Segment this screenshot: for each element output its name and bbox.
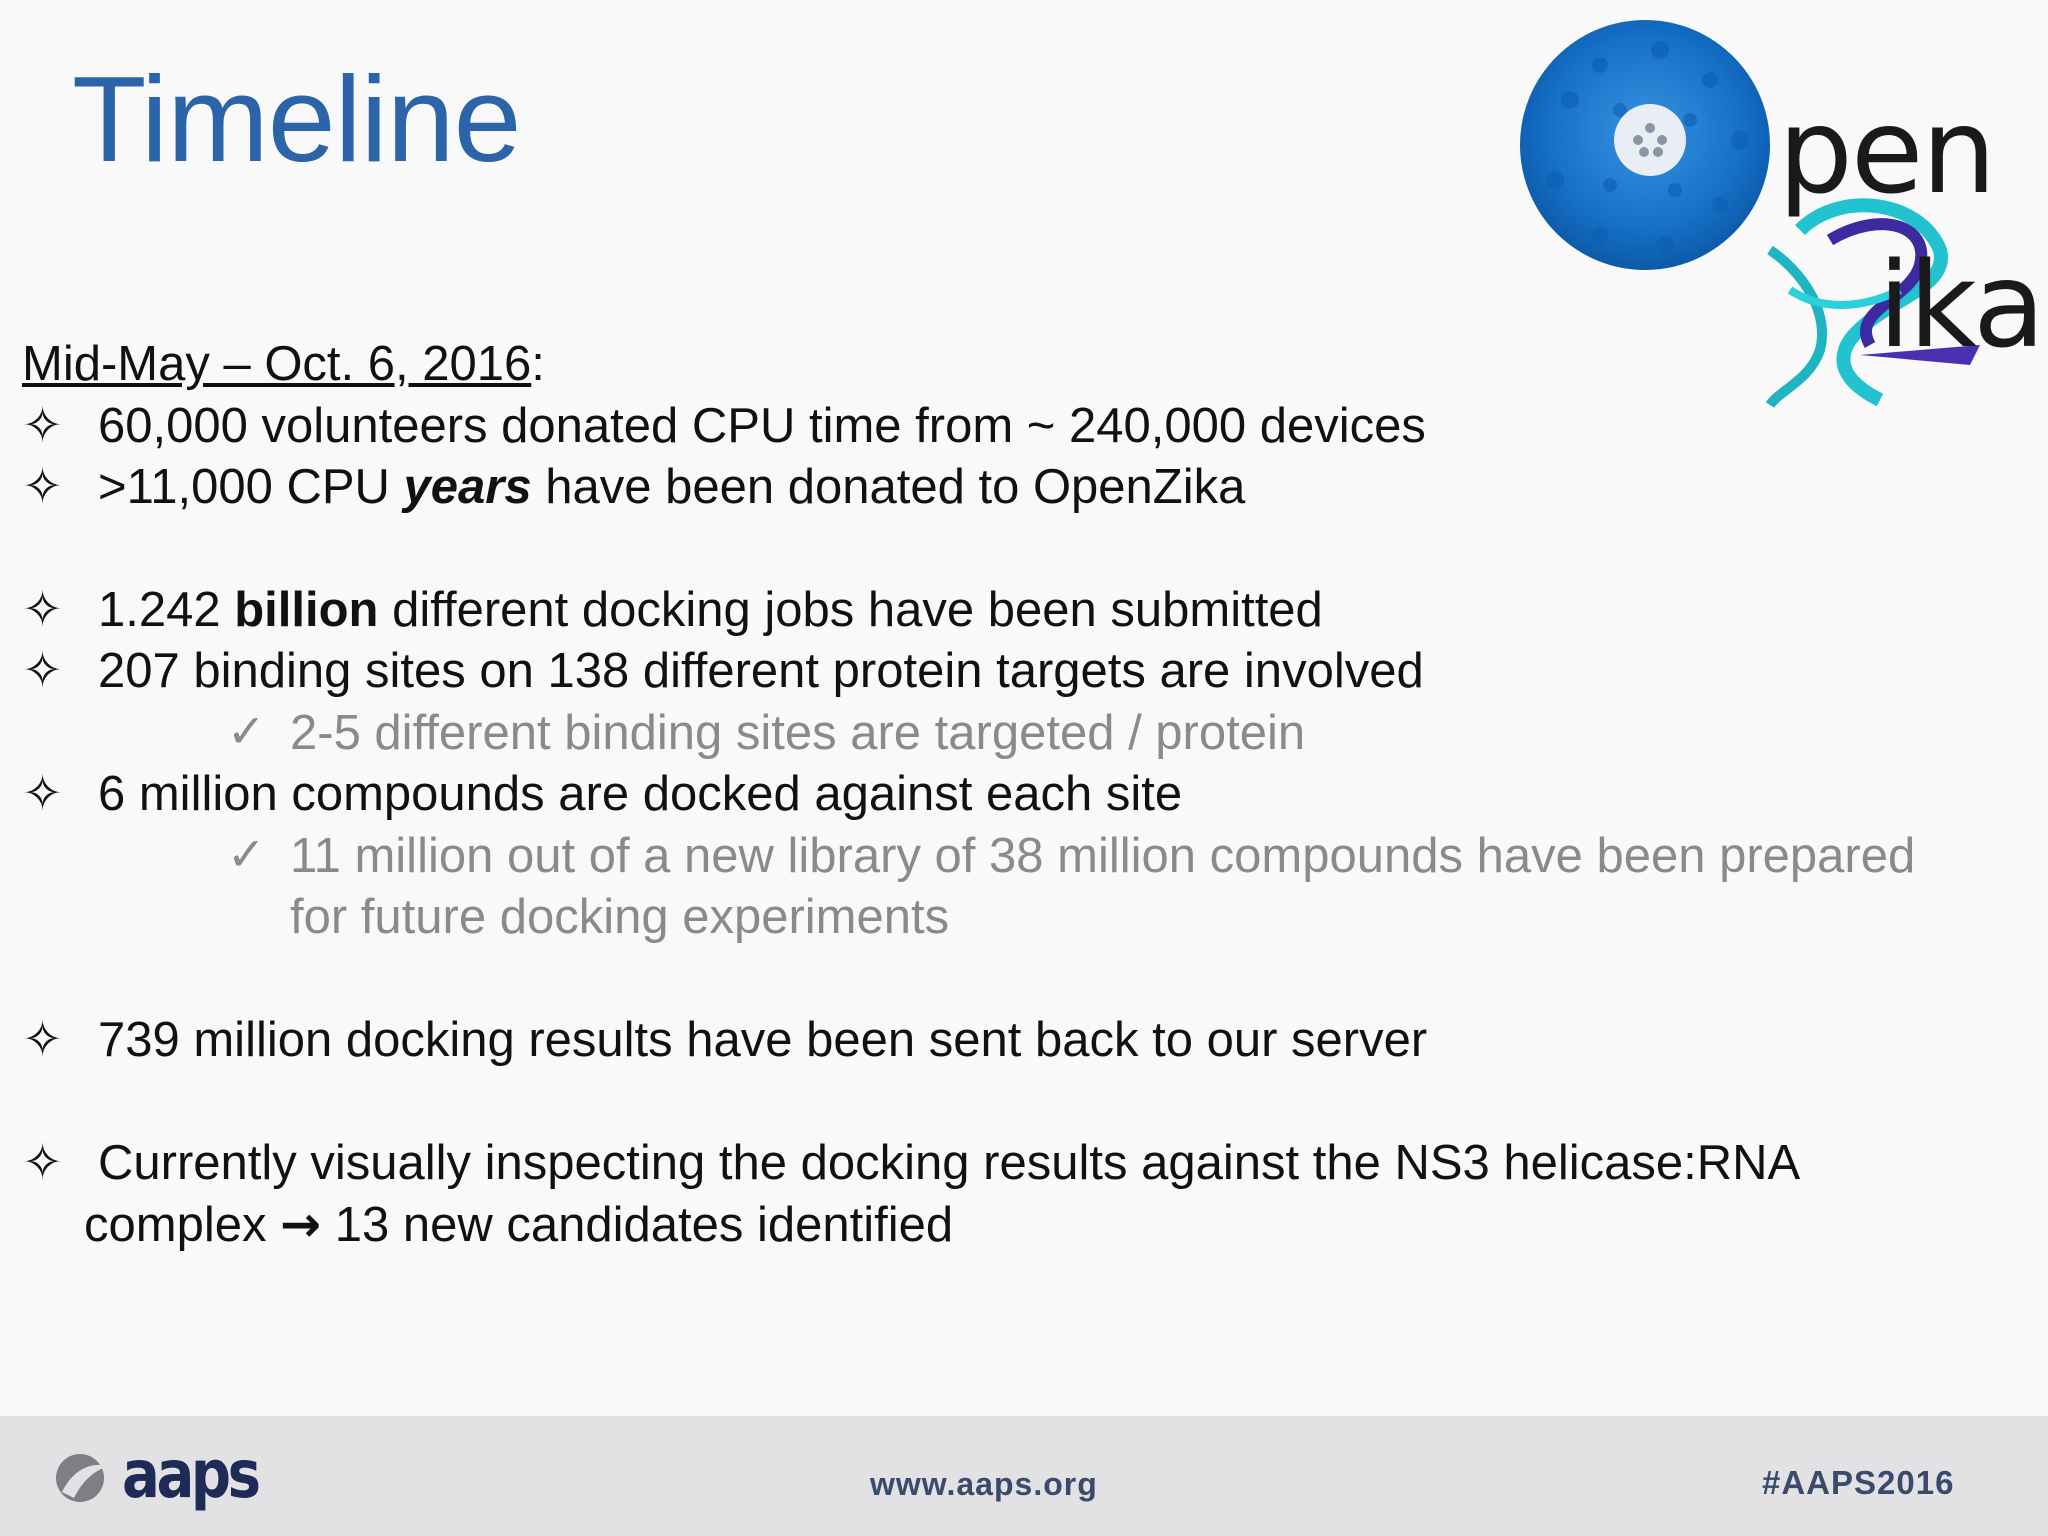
check-icon: ✓ <box>227 705 266 757</box>
openzika-logo <box>1500 10 2044 410</box>
star-bullet-icon: ✧ <box>22 644 64 698</box>
period-heading: Mid-May – Oct. 6, 2016: <box>22 337 545 391</box>
bullet-docking-jobs: ✧ 1.242 billion different docking jobs have been submitted <box>22 583 1323 637</box>
star-bullet-icon: ✧ <box>22 460 64 514</box>
bullet-volunteers: ✧ 60,000 volunteers donated CPU time from ~ 240,000 devices <box>22 399 1426 453</box>
star-bullet-icon: ✧ <box>22 583 64 637</box>
sub-bullet-sites-per-protein: 2-5 different binding sites are targeted / protein <box>290 706 1306 760</box>
logo-text-ika: ika <box>1878 236 2044 374</box>
sub-bullet-library-line1: 11 million out of a new library of 38 million compounds have been prepared <box>290 829 1916 883</box>
slide-title: Timeline <box>72 51 521 187</box>
bullet-visual-inspection-line2: complex → 13 new candidates identified <box>84 1196 954 1253</box>
bullet-docking-results: ✧ 739 million docking results have been sent back to our server <box>22 1013 1428 1067</box>
arrow-right-icon: → <box>280 1196 322 1253</box>
footer-bar <box>0 1416 2048 1536</box>
bullet-cpu-years: ✧ >11,000 CPU years have been donated to OpenZika <box>22 460 1246 514</box>
period-label: Mid-May – Oct. 6, 2016 <box>22 337 532 391</box>
bullet-binding-sites: ✧ 207 binding sites on 138 different protein targets are involved <box>22 644 1424 698</box>
star-bullet-icon: ✧ <box>22 1013 64 1067</box>
star-bullet-icon: ✧ <box>22 399 64 453</box>
star-bullet-icon: ✧ <box>22 767 64 821</box>
sub-bullet-library-line2: for future docking experiments <box>290 890 950 944</box>
footer-hashtag: #AAPS2016 <box>1762 1464 1955 1501</box>
check-icon: ✓ <box>227 828 266 880</box>
bullet-visual-inspection: ✧ Currently visually inspecting the docking results against the NS3 helicase:RNA <box>22 1136 1801 1190</box>
logo-text-pen: pen <box>1778 82 1995 220</box>
aaps-swoosh-icon <box>52 1448 112 1508</box>
aaps-wordmark: aaps <box>122 1436 258 1513</box>
footer-url[interactable]: www.aaps.org <box>870 1466 1098 1502</box>
star-bullet-icon: ✧ <box>22 1136 64 1190</box>
bullet-compounds: ✧ 6 million compounds are docked against each site <box>22 767 1183 821</box>
